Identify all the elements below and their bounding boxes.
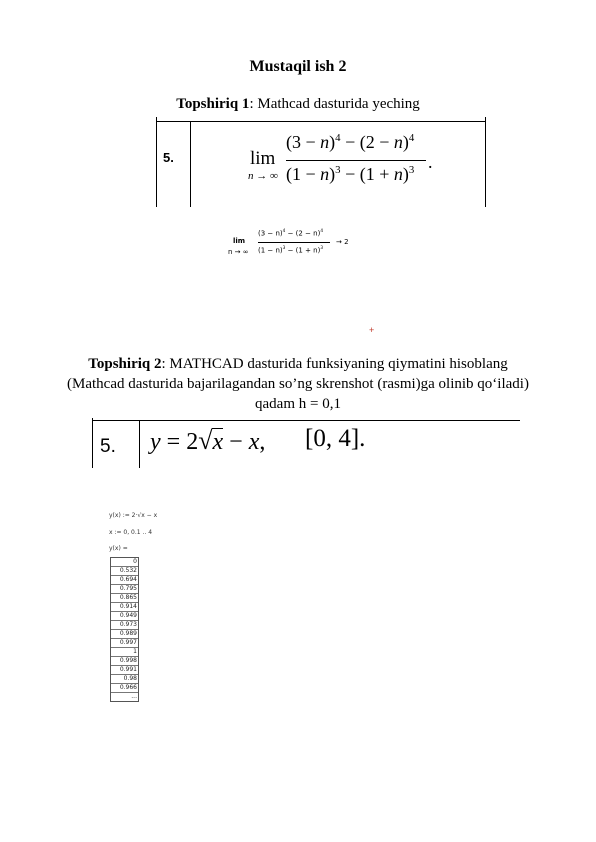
mc-values-table <box>110 557 139 702</box>
task1-table-border <box>190 121 191 207</box>
numerator: $(3 - n)^4 - (2 - n)^4$ <box>286 132 415 152</box>
table-cell: 0.991 <box>111 666 138 675</box>
table-cell: 0 <box>111 558 138 567</box>
table-cell: 1 <box>111 648 138 657</box>
lim-word: lim <box>250 148 276 169</box>
task1-limit-formula <box>248 130 448 200</box>
table-cell: 0.998 <box>111 657 138 666</box>
table-cell: 0.949 <box>111 612 138 621</box>
task1-table-border <box>156 117 157 207</box>
table-cell: 0.532 <box>111 567 138 576</box>
table-cell: 0.989 <box>111 630 138 639</box>
task2-table-border <box>92 420 520 421</box>
mc-range-def: x := 0, 0.1 .. 4 <box>109 529 153 536</box>
mc-function-def: y(x) := 2·√x − x <box>109 512 158 519</box>
mc-numerator: $(3 - n)^4 - (2 - n)^4$ <box>258 228 323 238</box>
table-cell: 0.914 <box>111 603 138 612</box>
task2-heading <box>60 354 536 414</box>
task1-table-border <box>485 117 486 207</box>
table-cell: 0.997 <box>111 639 138 648</box>
task2-interval: [0, 4]. <box>305 425 366 452</box>
mc-fraction-line <box>258 242 330 243</box>
mc-eval: y(x) = <box>109 545 128 552</box>
fraction-line <box>286 160 426 161</box>
page-title: Mustaqil ish 2 <box>249 58 347 75</box>
denominator: $(1 - n)^3 - (1 + n)^3$ <box>286 164 415 184</box>
table-cell: 0.966 <box>111 684 138 693</box>
task2-function: y = 2√x − x, <box>150 426 266 455</box>
table-cell: ... <box>131 693 137 700</box>
task2-table-border <box>92 418 93 468</box>
mc-lim-sub: n → ∞ <box>228 248 249 256</box>
task2-label: Topshiriq 2 <box>88 356 162 372</box>
task1-heading <box>0 96 596 113</box>
mc-lim: lim <box>233 237 246 245</box>
lim-subscript: n → ∞ <box>248 170 278 182</box>
mc-result: → 2 <box>336 238 349 246</box>
plus-marker: + <box>369 325 375 335</box>
table-cell: 0.973 <box>111 621 138 630</box>
table-cell: 0.865 <box>111 594 138 603</box>
mathcad-limit-result <box>228 228 368 268</box>
table-cell: 0.694 <box>111 576 138 585</box>
task1-table-border <box>156 121 486 122</box>
table-cell: 0.98 <box>111 675 138 684</box>
task1-text: : Mathcad dasturida yeching <box>249 96 420 112</box>
task2-table-border <box>139 421 140 468</box>
table-cell: 0.795 <box>111 585 138 594</box>
mc-denominator: $(1 - n)^3 - (1 + n)^3$ <box>258 245 323 255</box>
period: . <box>428 152 433 172</box>
task2-number: 5. <box>100 436 116 457</box>
task1-number: 5. <box>163 150 174 165</box>
task2-text: : MATHCAD dasturida funksiyaning qiymatini hisoblang (Mathcad dasturida bajarilagandan so’ng skrenshot (rasmi)ga olinib qo‘iladi) qadam h = 0,1 <box>67 356 529 412</box>
task1-label: Topshiriq 1 <box>176 96 250 112</box>
